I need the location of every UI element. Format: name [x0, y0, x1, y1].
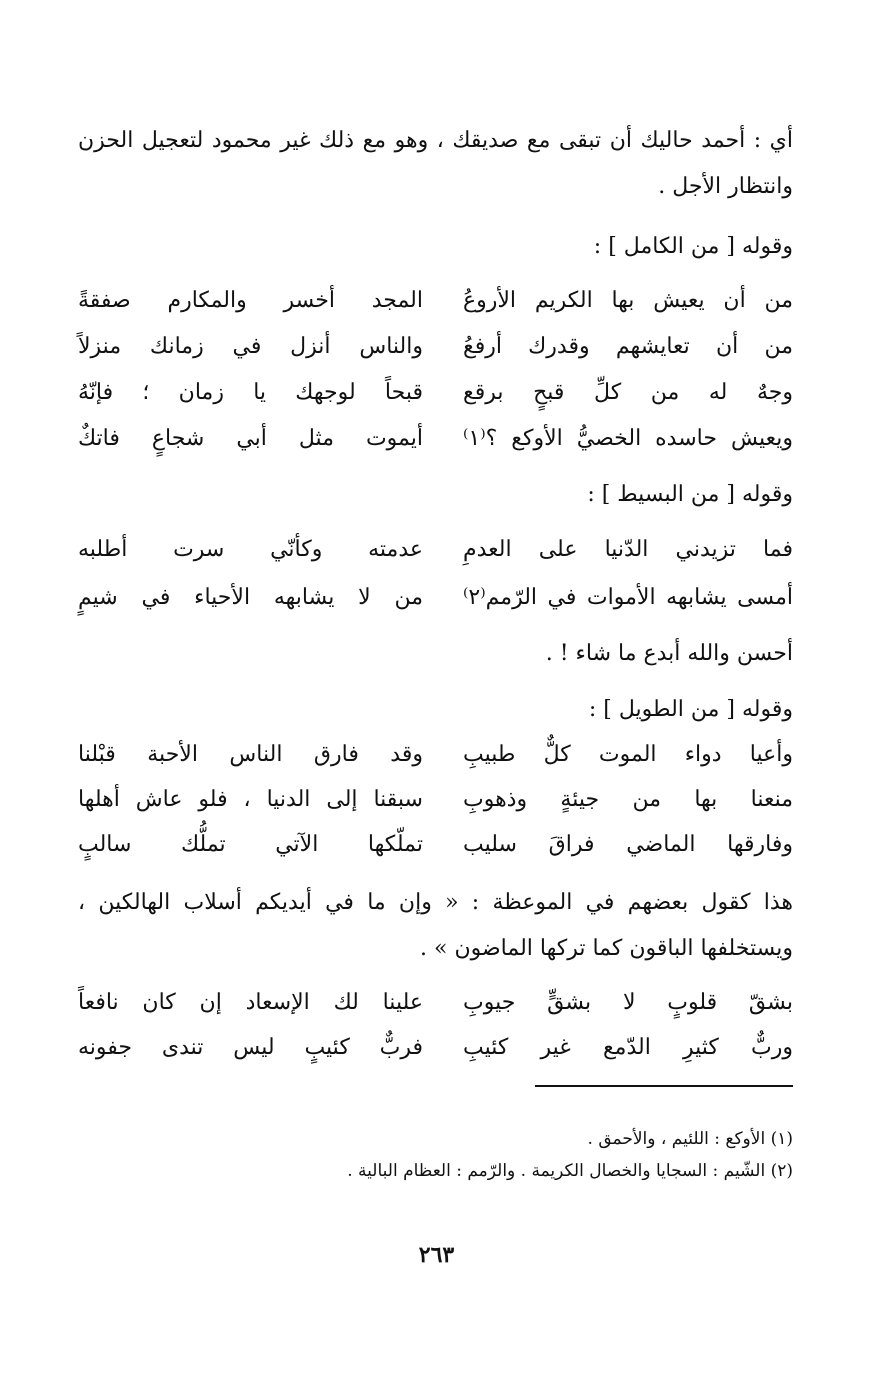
footnote-divider — [535, 1085, 793, 1087]
verse-second-hemistich: وأعيا دواء الموت كلٌّ طبيبِ — [463, 742, 793, 767]
verse-first-hemistich: وقد فارق الناس الأحبة قبْلنا — [78, 742, 423, 767]
verse-second-hemistich: فما تزيدني الدّنيا على العدمِ — [463, 537, 793, 562]
verse-first-hemistich: عدمته وكأنّي سرت أطلبه — [78, 537, 423, 562]
author-comment: أحسن والله أبدع ما شاء ! . — [545, 641, 793, 666]
footnote: (١) الأوكع : اللئيم ، والأحمق . — [587, 1129, 793, 1149]
verse-first-hemistich: المجد أخسر والمكارم صفقةً — [78, 288, 423, 313]
verse-second-hemistich: أمسى يشابهه الأموات في الرّمم⁽٢⁾ — [463, 585, 793, 610]
intro-paragraph: أي : أحمد حاليك أن تبقى مع صديقك ، وهو مع ذلك غير محمود لتعجيل الحزن وانتظار الأجل . — [78, 128, 793, 199]
verse-second-hemistich: منعنا بها من جيئةٍ وذهوبِ — [463, 787, 793, 812]
footnote: (٢) الشّيم : السجايا والخصال الكريمة . والرّمم : العظام البالية . — [347, 1161, 793, 1181]
verse-second-hemistich: ويعيش حاسده الخصيُّ الأوكع ؟⁽١⁾ — [463, 426, 793, 451]
sermon-paragraph: هذا كقول بعضهم في الموعظة : « وإن ما في أيديكم أسلاب الهالكين ، ويستخلفها الباقون كما تركها الماضون » . — [78, 890, 793, 961]
verse-first-hemistich: والناس أنزل في زمانك منزلاً — [78, 334, 423, 359]
verse-second-hemistich: من أن تعايشهم وقدرك أرفعُ — [463, 334, 793, 359]
verse-first-hemistich: من لا يشابهه الأحياء في شيمٍ — [78, 585, 423, 610]
verse-first-hemistich: قبحاً لوجهك يا زمان ؛ فإنّهُ — [78, 380, 423, 405]
verse-second-hemistich: من أن يعيش بها الكريم الأروعُ — [463, 288, 793, 313]
verse-first-hemistich: تملّكها الآتي تملُّك سالبٍ — [78, 832, 423, 857]
page-number: ٢٦٣ — [418, 1242, 455, 1268]
verse-second-hemistich: وجهٌ له من كلِّ قبحٍ برقع — [463, 380, 793, 405]
verse-second-hemistich: وفارقها الماضي فراقَ سليب — [463, 832, 793, 857]
section-heading-kamil: وقوله [ من الكامل ] : — [593, 234, 793, 259]
verse-first-hemistich: سبقنا إلى الدنيا ، فلو عاش أهلها — [78, 787, 423, 812]
verse-first-hemistich: علينا لك الإسعاد إن كان نافعاً — [78, 990, 423, 1015]
verse-second-hemistich: وربٌّ كثيرِ الدّمع غير كئيبِ — [463, 1035, 793, 1060]
verse-second-hemistich: بشقّ قلوبٍ لا بشقٍّ جيوبِ — [463, 990, 793, 1015]
verse-first-hemistich: فربٌّ كئيبٍ ليس تندى جفونه — [78, 1035, 423, 1060]
verse-first-hemistich: أيموت مثل أبي شجاعٍ فاتكٌ — [78, 426, 423, 451]
section-heading-basit: وقوله [ من البسيط ] : — [587, 482, 793, 507]
section-heading-tawil: وقوله [ من الطويل ] : — [588, 697, 793, 722]
